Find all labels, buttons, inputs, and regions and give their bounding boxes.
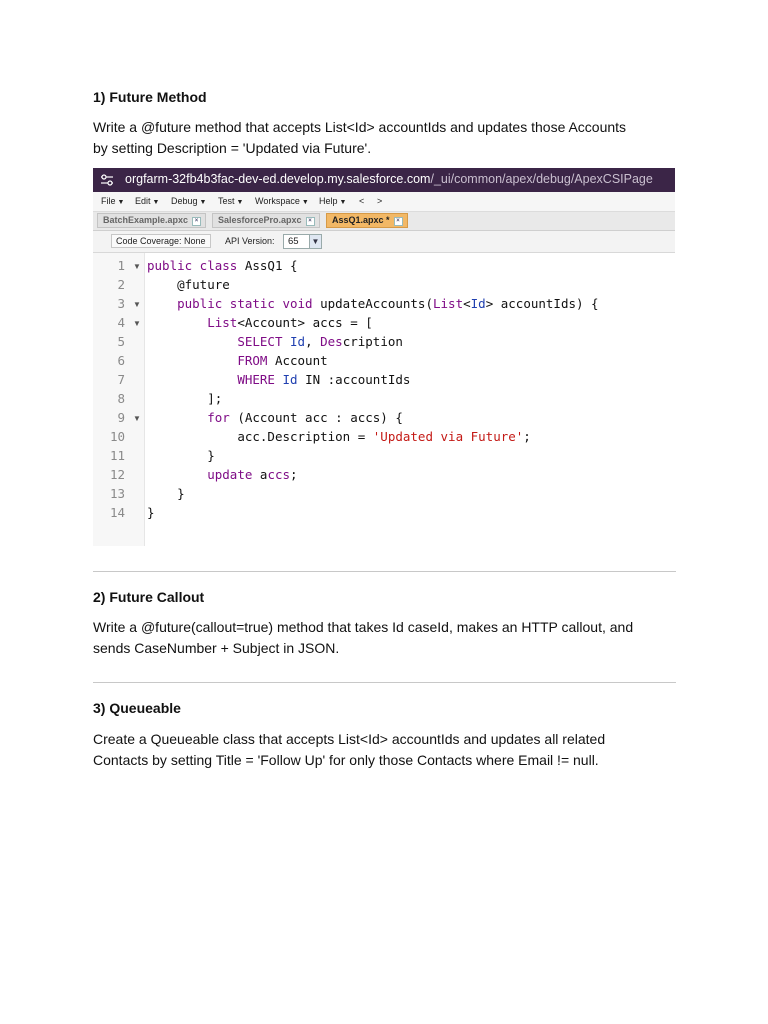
site-settings-icon [100, 173, 114, 187]
tab-salesforcepro[interactable]: SalesforcePro.apxc × [212, 213, 320, 228]
code-editor[interactable] [93, 253, 675, 546]
line-number: 3 [117, 296, 125, 311]
line-number: 2 [117, 277, 125, 292]
nav-forward-button[interactable]: > [377, 196, 383, 206]
caret-down-icon: ▼ [152, 199, 160, 206]
fold-arrow-icon[interactable]: ▼ [133, 300, 141, 309]
menu-workspace[interactable]: Workspace ▼ [255, 196, 309, 206]
code-line: } [207, 448, 215, 463]
section-title-future-method: 1) Future Method [93, 89, 207, 105]
code-coverage-select[interactable]: Code Coverage: None [111, 234, 211, 248]
line-number: 6 [117, 353, 125, 368]
description-line: Create a Queueable class that accepts List<Id> accountIds and updates all related [93, 731, 606, 747]
description-line: sends CaseNumber + Subject in JSON. [93, 639, 340, 656]
line-number: 13 [109, 486, 125, 501]
menu-edit[interactable]: Edit ▼ [135, 196, 160, 206]
section-title-future-callout: 2) Future Callout [93, 589, 205, 605]
close-icon[interactable]: × [394, 217, 403, 226]
caret-down-icon: ▼ [199, 199, 207, 206]
menu-test[interactable]: Test ▼ [218, 196, 244, 206]
fold-arrow-icon[interactable]: ▼ [133, 262, 141, 271]
line-number: 1 [117, 258, 125, 273]
browser-url-bar [93, 168, 675, 192]
section-title-queueable: 3) Queueable [93, 700, 181, 716]
code-line: ]; [207, 391, 223, 406]
api-version-label: API Version: [225, 236, 275, 246]
line-number: 11 [109, 448, 125, 463]
description-line: Write a @future(callout=true) method that takes Id caseId, makes an HTTP callout, and [93, 619, 634, 635]
menu-help[interactable]: Help ▼ [319, 196, 347, 206]
code-line: acc.Description = 'Updated via Future'; [237, 429, 531, 444]
code-line: SELECT Id, Description [237, 334, 403, 349]
line-number: 10 [109, 429, 125, 444]
caret-down-icon: ▼ [301, 199, 309, 206]
line-number: 4 [117, 315, 125, 330]
line-number: 14 [109, 505, 125, 520]
section-description [93, 617, 693, 658]
menu-file[interactable]: File ▼ [101, 196, 125, 206]
caret-down-icon: ▼ [339, 199, 347, 206]
divider [93, 571, 676, 572]
line-number: 8 [117, 391, 125, 406]
line-number: 12 [109, 467, 125, 482]
line-number: 7 [117, 372, 125, 387]
description-line: Write a @future method that accepts List<Id> accountIds and updates those Accounts [93, 119, 627, 135]
url-text[interactable] [125, 172, 653, 186]
code-line: public class AssQ1 { [147, 258, 298, 273]
code-line: update accs; [207, 467, 298, 482]
url-path: /_ui/common/apex/debug/ApexCSIPage [430, 172, 653, 186]
code-line: WHERE Id IN :accountIds [237, 372, 411, 387]
fold-arrow-icon[interactable]: ▼ [133, 414, 141, 423]
code-line: } [177, 486, 185, 501]
caret-down-icon: ▼ [236, 199, 244, 206]
console-menu-bar [93, 192, 675, 212]
code-line: List<Account> accs = [ [207, 315, 373, 330]
line-number: 9 [117, 410, 125, 425]
url-host: orgfarm-32fb4b3fac-dev-ed.develop.my.salesforce.com [125, 172, 431, 186]
developer-console-screenshot [93, 168, 675, 546]
editor-options-bar [93, 231, 675, 253]
fold-arrow-icon[interactable]: ▼ [133, 319, 141, 328]
line-number: 5 [117, 334, 125, 349]
divider [93, 682, 676, 683]
tab-assq1[interactable]: AssQ1.apxc * × [326, 213, 408, 228]
section-description [93, 117, 693, 158]
tab-batchexample[interactable]: BatchExample.apxc × [97, 213, 206, 228]
code-line: FROM Account [237, 353, 328, 368]
menu-debug[interactable]: Debug ▼ [171, 196, 207, 206]
code-line: @future [177, 277, 230, 292]
code-line: } [147, 505, 155, 520]
api-version-select[interactable]: 65 [283, 234, 310, 249]
close-icon[interactable]: × [192, 217, 201, 226]
description-line: by setting Description = 'Updated via Future'. [93, 139, 372, 156]
close-icon[interactable]: × [306, 217, 315, 226]
chevron-down-icon[interactable]: ▼ [309, 234, 322, 249]
file-tabs [93, 212, 675, 231]
code-line: for (Account acc : accs) { [207, 410, 403, 425]
code-line: public static void updateAccounts(List<Id> accountIds) { [177, 296, 599, 311]
description-line: Contacts by setting Title = 'Follow Up' for only those Contacts where Email != null. [93, 751, 599, 768]
section-description [93, 729, 693, 770]
nav-back-button[interactable]: < [359, 196, 365, 206]
caret-down-icon: ▼ [117, 199, 125, 206]
